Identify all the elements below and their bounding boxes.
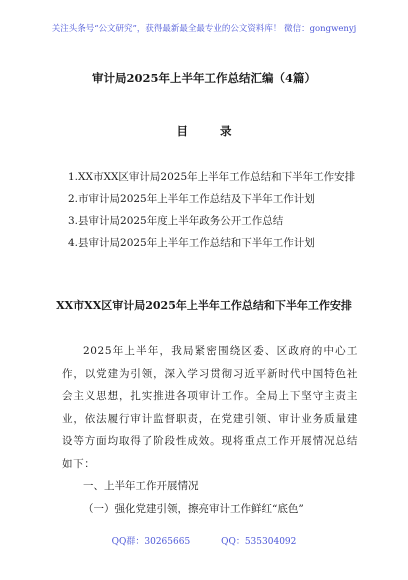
toc-item-4: 4.县审计局2025年上半年工作总结和下半年工作计划 [68, 237, 315, 249]
footer-qq-group: QQ群：30265665 [111, 537, 191, 547]
section-title: XX市XX区审计局2025年上半年工作总结和下半年工作安排 [56, 299, 352, 312]
sub-heading-2: （一）强化党建引领，擦亮审计工作鲜红“底色” [83, 503, 304, 515]
body-paragraph: 2025年上半年，我局紧密围绕区委、区政府的中心工作，以党建为引领，深入学习贯彻习近平新时代中国特色社会主义思想，扎实推进各项审计工作。全局上下坚守主责主业，依法履行审计监督职责，在党建引领、审计业务质量建设等方面均取得了阶段性成效。现将重点工作开展情况总结如下： [62, 345, 358, 470]
footer-qq-number: QQ：535304092 [221, 537, 297, 547]
table-of-contents [68, 166, 358, 254]
toc-heading: 目 录 [176, 124, 246, 138]
toc-item-3: 3.县审计局2025年度上半年政务公开工作总结 [68, 215, 284, 227]
toc-item-2: 2.市审计局2025年上半年工作总结及下半年工作计划 [68, 193, 315, 205]
document-title: 审计局2025年上半年工作总结汇编（4篇） [91, 71, 316, 85]
sub-heading-1: 一、上半年工作开展情况 [83, 480, 199, 492]
footer-contact [0, 534, 408, 547]
toc-item-1: 1.XX市XX区审计局2025年上半年工作总结和下半年工作安排 [68, 171, 356, 183]
header-promo-banner: 关注头条号“公文研究”，获得最新最全最专业的公文资料库！ 微信：gongwenyj [51, 24, 357, 34]
